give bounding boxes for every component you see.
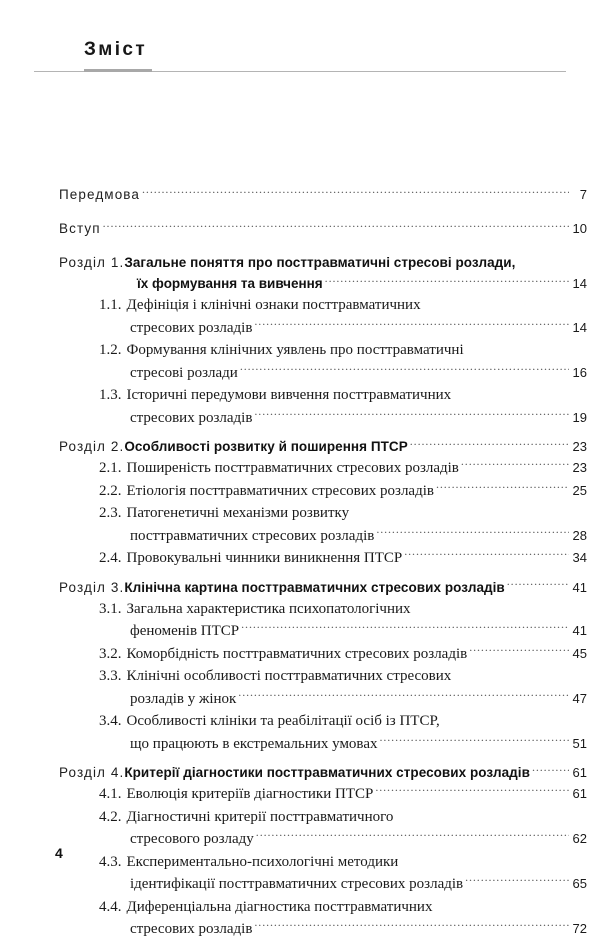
page-number: 62 (572, 831, 587, 846)
section-title-continued: розладів у жінок (130, 690, 237, 707)
toc-line-section-cont[interactable] (0, 917, 600, 940)
dot-leader (469, 642, 569, 658)
toc-line-section[interactable] (0, 805, 600, 828)
section-number: 2.1. (99, 460, 122, 476)
toc-entry-section[interactable] (0, 895, 600, 940)
table-of-contents (0, 183, 600, 940)
page-number: 34 (572, 550, 587, 565)
toc-line-section[interactable] (0, 895, 600, 918)
section-title-continued: стресового розладу (130, 831, 254, 847)
section-title: Формування клінічних уявлень про посттравматичні (126, 342, 464, 358)
dot-leader (103, 217, 569, 233)
section-number: 1.3. (99, 387, 122, 403)
section-number: 2.3. (99, 505, 122, 521)
page-title: Зміст (84, 39, 148, 60)
chapter-title-continued: їх формування та вивчення (137, 276, 323, 291)
toc-line-chapter-title[interactable] (0, 435, 600, 456)
page-number: 14 (572, 319, 587, 335)
section-title-continued: стресових розладів (130, 409, 253, 426)
section-title: Коморбідність посттравматичних стресових розладів (126, 645, 468, 662)
chapter-prefix: Розділ 2. (59, 439, 125, 454)
toc-line-section[interactable] (0, 664, 600, 687)
section-number: 4.2. (99, 808, 122, 825)
page-number: 47 (572, 690, 587, 706)
toc-entry-section[interactable] (0, 501, 600, 546)
toc-entry-section[interactable] (0, 664, 600, 709)
dot-leader (461, 456, 569, 472)
page-number: 7 (579, 187, 587, 202)
toc-entry-front-matter[interactable] (0, 217, 600, 238)
toc-line-section[interactable] (0, 642, 600, 665)
toc-line-section[interactable] (0, 850, 600, 873)
page-number: 61 (572, 765, 587, 780)
toc-line-section[interactable] (0, 383, 600, 406)
section-number: 2.4. (99, 550, 122, 566)
dot-leader (375, 782, 569, 798)
toc-line-section[interactable] (0, 293, 600, 316)
section-number: 4.1. (99, 786, 122, 802)
section-number: 3.2. (99, 645, 122, 662)
section-title: Патогенетичні механізми розвитку (126, 505, 350, 521)
toc-line-section-cont[interactable] (0, 872, 600, 895)
toc-line-chapter-title[interactable] (0, 576, 600, 597)
dot-leader (254, 917, 569, 933)
toc-entry-section[interactable] (0, 597, 600, 642)
chapter-prefix: Розділ 4. (59, 765, 125, 780)
dot-leader (256, 827, 569, 843)
section-title: Загальна характеристика психопатологічних (126, 600, 411, 617)
toc-line-section-cont[interactable] (0, 732, 600, 755)
dot-leader (254, 316, 569, 332)
section-number: 3.1. (99, 600, 122, 617)
section-number: 4.3. (99, 853, 122, 870)
toc-line-section-cont[interactable] (0, 361, 600, 384)
entry-label: Вступ (59, 221, 101, 236)
section-number: 3.3. (99, 668, 122, 684)
toc-entry-section[interactable] (0, 850, 600, 895)
section-title-continued: стресових розладів (130, 319, 253, 336)
dot-leader (507, 576, 569, 592)
toc-entry-section[interactable] (0, 338, 600, 383)
section-title: Історичні передумови вивчення посттравматичних (126, 387, 452, 403)
chapter-title: Критерії діагностики посттравматичних стресових розладів (124, 765, 530, 780)
toc-line-section[interactable] (0, 479, 600, 502)
section-number: 2.2. (99, 482, 122, 499)
toc-entry-front-matter[interactable] (0, 183, 600, 204)
page-number: 41 (572, 623, 587, 638)
toc-line[interactable] (0, 183, 600, 204)
toc-line-section-cont[interactable] (0, 687, 600, 710)
toc-line-section[interactable] (0, 597, 600, 620)
dot-leader (241, 619, 569, 635)
page-number: 51 (572, 735, 587, 751)
section-title-continued: що працюють в екстремальних умовах (130, 735, 378, 752)
toc-entry-section[interactable] (0, 805, 600, 850)
page-folio-number: 4 (55, 845, 63, 861)
section-title-continued: ідентифікації посттравматичних стресових розладів (130, 876, 464, 892)
chapter-prefix: Розділ 3. (59, 579, 125, 595)
toc-line-section-cont[interactable] (0, 316, 600, 339)
chapter-title: Клінічна картина посттравматичних стресових розладів (124, 579, 505, 595)
dot-leader (436, 479, 569, 495)
toc-entry-chapter[interactable] (0, 576, 600, 597)
toc-line-chapter-title[interactable] (0, 761, 600, 782)
dot-leader (240, 361, 569, 377)
page-number: 10 (572, 221, 587, 236)
toc-line[interactable] (0, 217, 600, 238)
toc-line-section-cont[interactable] (0, 827, 600, 850)
page-number: 19 (572, 409, 587, 425)
page-number: 72 (572, 921, 587, 936)
toc-entry-section[interactable] (0, 546, 600, 569)
section-title: Еволюція критеріїв діагностики ПТСР (126, 786, 374, 802)
toc-entry-section[interactable] (0, 383, 600, 428)
toc-entry-section[interactable] (0, 782, 600, 805)
section-title: Поширеність посттравматичних стресових розладів (126, 460, 459, 476)
page-number: 23 (572, 460, 587, 475)
page-number: 45 (572, 645, 587, 661)
section-title-continued: стресових розладів (130, 921, 253, 937)
toc-entry-section[interactable] (0, 479, 600, 502)
section-title: Етіологія посттравматичних стресових розладів (126, 482, 434, 499)
dot-leader (465, 872, 569, 888)
page-number: 65 (572, 876, 587, 891)
section-title: Особливості клініки та реабілітації осіб із ПТСР, (126, 713, 440, 729)
section-title: Експериментально-психологічні методики (126, 853, 399, 870)
toc-entry-chapter[interactable] (0, 435, 600, 456)
dot-leader (325, 272, 569, 288)
section-number: 4.4. (99, 898, 122, 915)
chapter-prefix: Розділ 1. (59, 255, 125, 270)
section-title: Диференціальна діагностика посттравматичних (126, 898, 433, 915)
dot-leader (379, 732, 569, 748)
toc-line-section[interactable] (0, 709, 600, 732)
section-title: Діагностичні критерії посттравматичного (126, 808, 394, 825)
section-number: 3.4. (99, 713, 122, 729)
toc-line-section[interactable] (0, 338, 600, 361)
section-title: Провокувальні чинники виникнення ПТСР (126, 550, 403, 566)
toc-line-section[interactable] (0, 501, 600, 524)
section-number: 1.1. (99, 297, 122, 313)
dot-leader (404, 546, 569, 562)
chapter-title: Особливості розвитку й поширення ПТСР (124, 439, 408, 454)
toc-line-chapter-title-cont[interactable] (0, 272, 600, 293)
toc-entry-section[interactable] (0, 642, 600, 665)
toc-line-section[interactable] (0, 546, 600, 569)
dot-leader (238, 687, 569, 703)
dot-leader (254, 406, 569, 422)
page-number: 16 (572, 364, 587, 380)
page-number: 41 (572, 579, 587, 595)
section-title: Клінічні особливості посттравматичних стресових (126, 668, 452, 684)
toc-line-section-cont[interactable] (0, 619, 600, 642)
toc-line-section[interactable] (0, 782, 600, 805)
toc-line-section-cont[interactable] (0, 406, 600, 429)
page-header (0, 0, 600, 80)
section-title-continued: посттравматичних стресових розладів (130, 527, 375, 544)
page-number: 14 (572, 276, 587, 291)
page-number: 61 (572, 786, 587, 801)
section-title: Дефініція і клінічні ознаки посттравматичних (126, 297, 421, 313)
toc-entry-chapter[interactable] (0, 761, 600, 782)
entry-label: Передмова (59, 187, 141, 202)
chapter-title: Загальне поняття про посттравматичні стресові розлади, (124, 255, 516, 270)
section-title-continued: стресові розлади (130, 364, 238, 381)
toc-entry-section[interactable] (0, 456, 600, 479)
dot-leader (142, 183, 569, 199)
page-number: 23 (572, 439, 587, 454)
page-number: 28 (572, 527, 587, 543)
page-number: 25 (572, 482, 587, 498)
toc-entry-section[interactable] (0, 293, 600, 338)
dot-leader (410, 435, 569, 451)
toc-entry-chapter[interactable] (0, 251, 600, 293)
toc-line-section[interactable] (0, 456, 600, 479)
section-number: 1.2. (99, 342, 122, 358)
dot-leader (376, 524, 569, 540)
toc-entry-section[interactable] (0, 709, 600, 754)
toc-line-section-cont[interactable] (0, 524, 600, 547)
dot-leader (532, 761, 569, 777)
toc-line-chapter-title[interactable] (0, 251, 600, 272)
section-title-continued: феноменів ПТСР (130, 623, 240, 639)
header-divider-accent (84, 69, 152, 72)
